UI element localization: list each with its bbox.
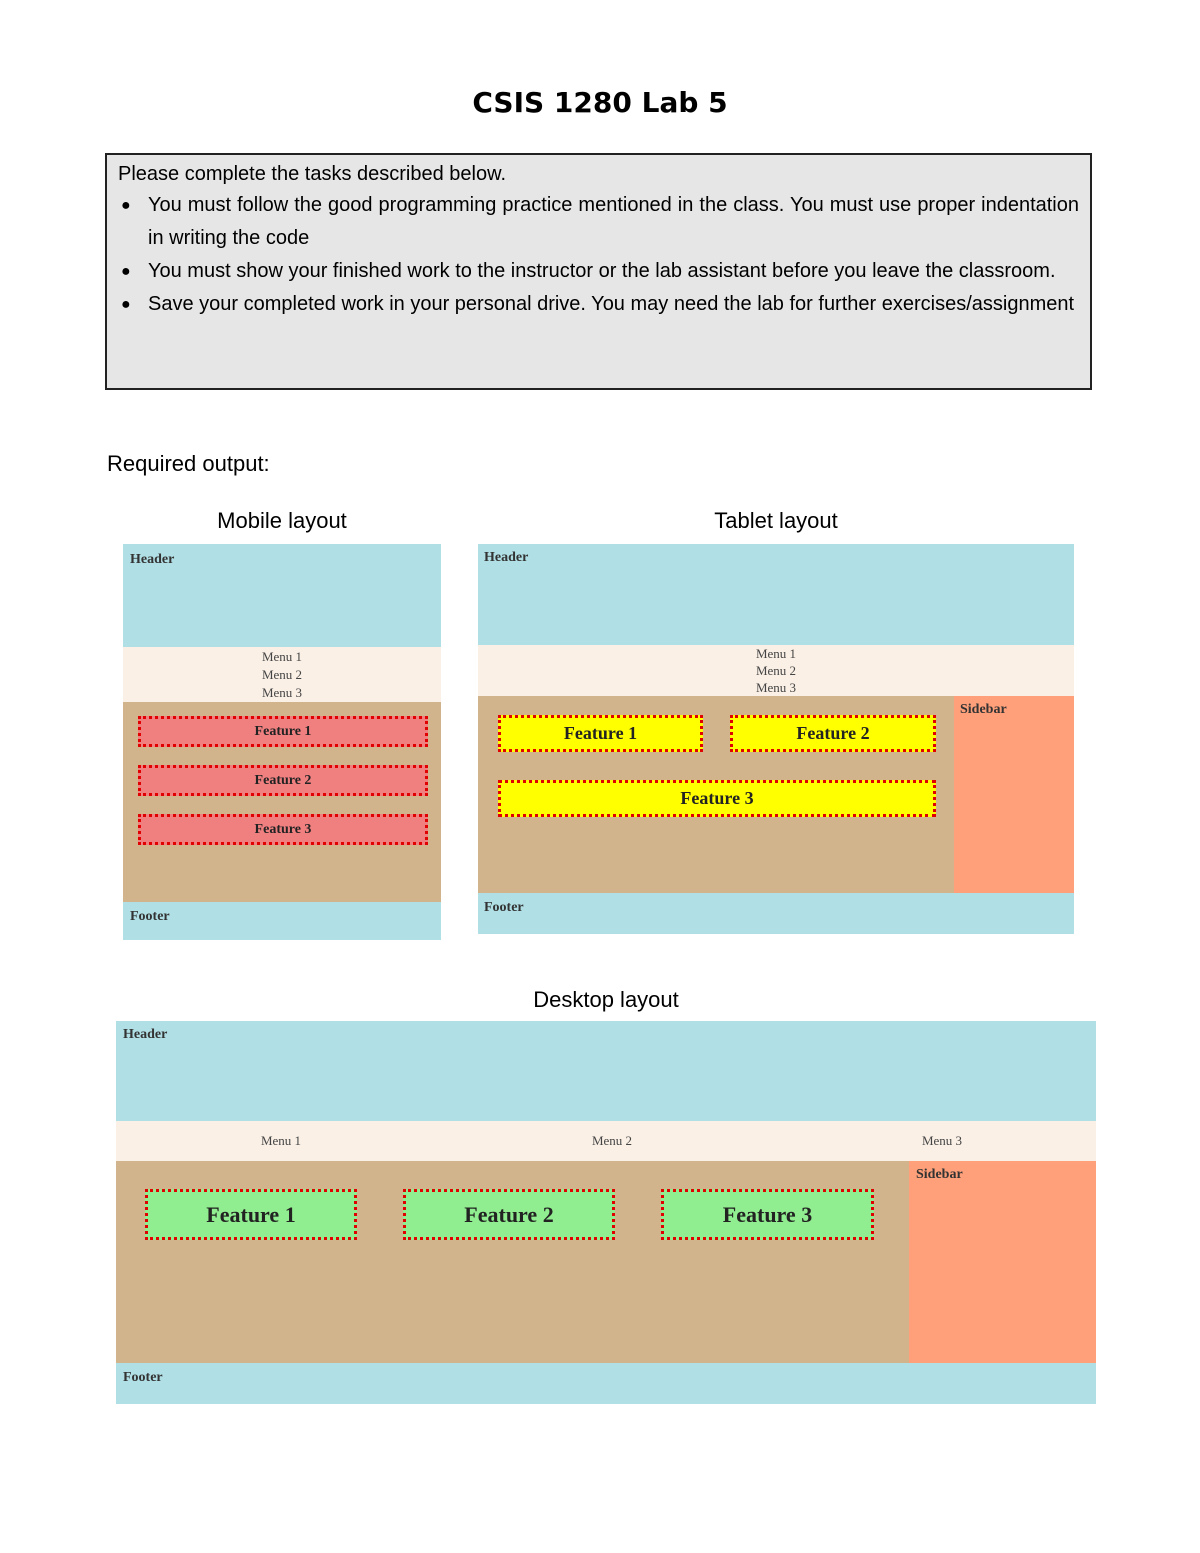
bullet-icon: ● [121,263,131,280]
tablet-feature-3: Feature 3 [498,780,936,817]
tablet-feature-1: Feature 1 [498,715,703,752]
desktop-layout-caption: Desktop layout [533,987,679,1012]
mobile-layout-mockup [123,544,441,940]
desktop-menu [116,1121,1096,1161]
tablet-footer: Footer [478,893,1074,934]
tablet-sidebar: Sidebar [954,696,1074,893]
instruction-text: You must follow the good programming practice mentioned in the class. You must use proper indentation in writing the code [148,194,1079,249]
desktop-header: Header [116,1021,1096,1121]
instruction-item [118,288,1079,321]
desktop-feature-1: Feature 1 [145,1189,357,1240]
mobile-footer: Footer [123,902,441,940]
menu-item: Menu 1 [755,646,797,661]
bullet-icon: ● [121,296,131,313]
mobile-feature-1: Feature 1 [138,716,428,747]
menu-item: Menu 2 [261,667,303,682]
menu-item: Menu 2 [591,1133,633,1148]
required-output-label: Required output: [107,451,270,476]
desktop-sidebar: Sidebar [909,1161,1096,1363]
menu-item: Menu 1 [260,1133,302,1148]
instructions-box [105,153,1092,390]
instruction-item [118,189,1079,255]
instruction-text: You must show your finished work to the instructor or the lab assistant before you leave the classroom. [148,260,1056,282]
menu-item: Menu 3 [261,685,303,700]
desktop-main [116,1161,909,1363]
mobile-header: Header [123,544,441,647]
tablet-layout-caption: Tablet layout [714,508,838,533]
page-title: CSIS 1280 Lab 5 [472,86,728,119]
tablet-main [478,696,954,893]
menu-item: Menu 2 [755,663,797,678]
tablet-menu [478,645,1074,696]
tablet-layout-mockup [478,544,1074,934]
tablet-header: Header [478,544,1074,645]
mobile-feature-3: Feature 3 [138,814,428,845]
instruction-item [118,255,1079,288]
mobile-layout-caption: Mobile layout [217,508,347,533]
instruction-text: Save your completed work in your personal drive. You may need the lab for further exercises/assignment [148,293,1075,315]
instructions-intro: Please complete the tasks described below. [118,163,506,185]
instructions-list [118,189,1079,321]
mobile-menu [123,647,441,703]
mobile-feature-2: Feature 2 [138,765,428,796]
desktop-layout-mockup [116,1021,1096,1404]
menu-item: Menu 3 [755,680,797,695]
desktop-footer: Footer [116,1363,1096,1404]
menu-item: Menu 1 [261,649,303,664]
desktop-feature-2: Feature 2 [403,1189,615,1240]
desktop-feature-3: Feature 3 [661,1189,874,1240]
mobile-main [123,702,441,902]
menu-item: Menu 3 [921,1133,963,1148]
tablet-feature-2: Feature 2 [730,715,936,752]
bullet-icon: ● [121,197,131,214]
